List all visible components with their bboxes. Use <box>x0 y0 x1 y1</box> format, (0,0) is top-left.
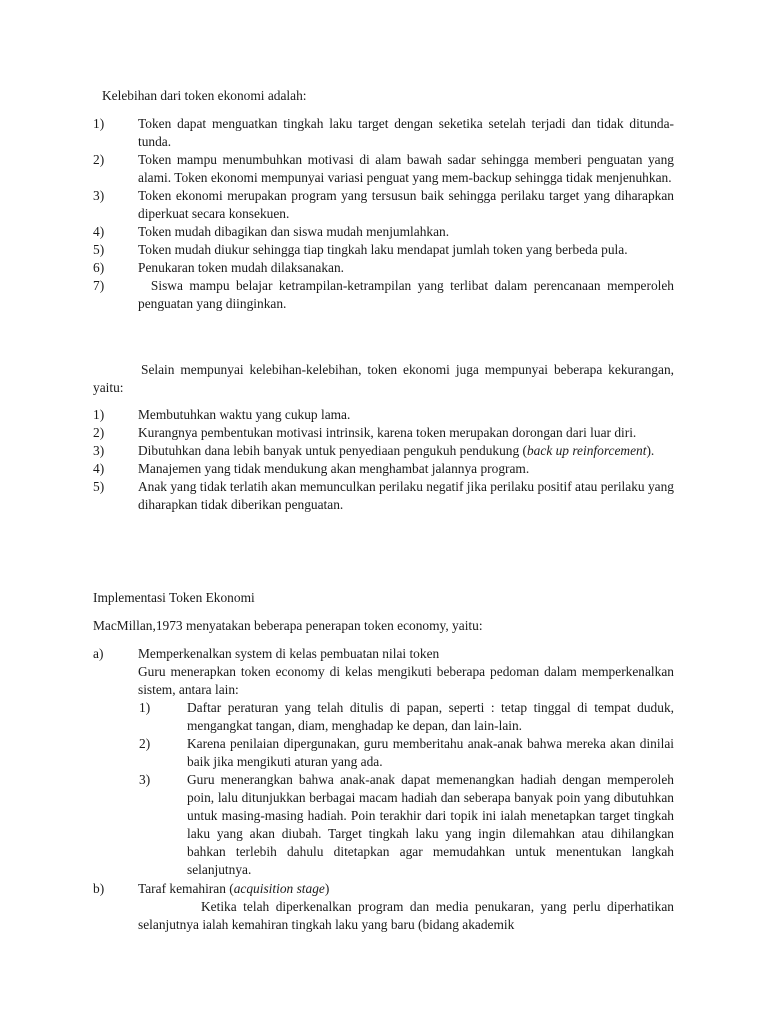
point-b <box>93 880 674 934</box>
list-text <box>138 260 344 275</box>
italic-term: acquisition stage <box>233 881 325 896</box>
text-run: Taraf kemahiran ( <box>138 881 234 896</box>
advantage-item <box>93 223 674 241</box>
list-text <box>187 772 674 877</box>
list-text <box>138 224 449 239</box>
text-run: Siswa mampu belajar ketrampilan-ketrampilan yang terlibat dalam perencanaan memperoleh penguatan yang diinginkan. <box>138 278 674 311</box>
list-number: 3) <box>93 188 105 203</box>
point-b-title <box>138 880 674 898</box>
text-run: ). <box>646 443 655 458</box>
list-text <box>138 152 674 185</box>
list-number: 3) <box>139 772 151 787</box>
text-run: Daftar peraturan yang telah ditulis di papan, seperti : tetap tinggal di tempat duduk, mengangkat tangan, diam, menghadap ke depan, dan lain-lain. <box>187 700 674 733</box>
text-run: Token dapat menguatkan tingkah laku target dengan seketika setelah terjadi dan tidak ditunda-tunda. <box>138 116 674 149</box>
list-number: 7) <box>93 278 105 293</box>
advantages-intro: Kelebihan dari token ekonomi adalah: <box>102 88 307 103</box>
list-number: 4) <box>93 461 105 476</box>
list-text <box>187 700 674 733</box>
disadvantages-intro: Selain mempunyai kelebihan-kelebihan, token ekonomi juga mempunyai beberapa kekurangan, yaitu: <box>93 362 674 395</box>
disadvantages-list <box>93 406 674 514</box>
list-text <box>138 479 674 512</box>
text-run: Karena penilaian dipergunakan, guru memberitahu anak-anak bahwa mereka akan dinilai baik jika mengikuti aturan yang ada. <box>187 736 674 769</box>
list-text <box>138 425 636 440</box>
point-a-label: a) <box>93 646 104 661</box>
list-text <box>138 443 654 458</box>
list-text <box>138 407 350 422</box>
list-number: 2) <box>93 425 105 440</box>
macmillan-statement: MacMillan,1973 menyatakan beberapa penerapan token economy, yaitu: <box>93 618 483 633</box>
list-text <box>138 116 674 149</box>
text-run: ) <box>324 881 330 896</box>
text-run: Kurangnya pembentukan motivasi intrinsik, karena token merupakan dorongan dari luar diri. <box>138 425 637 440</box>
advantage-item <box>93 187 674 223</box>
list-number: 5) <box>93 242 105 257</box>
text-run: Token mudah dibagikan dan siswa mudah menjumlahkan. <box>138 224 450 239</box>
text-run: Guru menerangkan bahwa anak-anak dapat memenangkan hadiah dengan memperoleh poin, lalu ditunjukkan berbagai macam hadiah dan seberapa banyak poin yang dibutuhkan untuk masing-masing hadiah. Poin terakhir dari topik ini ialah menetapkan target tingkah laku yang akan diubah. Target tingkah laku yang ingin dilemahkan atau dihilangkan bahkan terlebih dahulu ditetapkan agar memudahkan untuk menentukan langkah selanjutnya. <box>187 772 674 877</box>
rule-item <box>139 735 674 771</box>
disadvantage-item <box>93 406 674 424</box>
text-run: Penukaran token mudah dilaksanakan. <box>138 260 345 275</box>
rules-list <box>139 699 674 879</box>
advantage-item <box>93 115 674 151</box>
rule-item <box>139 699 674 735</box>
advantage-item <box>93 151 674 187</box>
disadvantage-item <box>93 460 674 478</box>
list-number: 1) <box>93 407 105 422</box>
disadvantage-item <box>93 424 674 442</box>
list-number: 1) <box>93 116 105 131</box>
section-heading: Implementasi Token Ekonomi <box>93 590 255 605</box>
list-text <box>138 278 674 311</box>
rule-item <box>139 771 674 879</box>
text-run: Token mampu menumbuhkan motivasi di alam bawah sadar sehingga memberi penguatan yang alami. Token ekonomi mempunyai variasi penguat yang mem-backup sehingga tidak menjenuhkan. <box>138 152 674 185</box>
text-run: Membutuhkan waktu yang cukup lama. <box>138 407 351 422</box>
list-number: 1) <box>139 700 151 715</box>
list-text <box>138 242 628 257</box>
advantage-item <box>93 259 674 277</box>
list-number: 3) <box>93 443 105 458</box>
text-run: Manajemen yang tidak mendukung akan menghambat jalannya program. <box>138 461 530 476</box>
point-a-body: Guru menerapkan token economy di kelas mengikuti beberapa pedoman dalam memperkenalkan sistem, antara lain: <box>138 664 674 697</box>
point-b-label: b) <box>93 881 105 896</box>
disadvantage-item <box>93 442 674 460</box>
list-text <box>138 188 674 221</box>
list-number: 6) <box>93 260 105 275</box>
list-number: 4) <box>93 224 105 239</box>
list-number: 5) <box>93 479 105 494</box>
point-b-body: Ketika telah diperkenalkan program dan media penukaran, yang perlu diperhatikan selanjutnya ialah kemahiran tingkah laku yang baru (bidang akademik <box>138 899 674 932</box>
advantages-list <box>93 115 674 313</box>
text-run: Token ekonomi merupakan program yang tersusun baik sehingga perilaku target yang diharapkan diperkuat secara konsekuen. <box>138 188 674 221</box>
italic-term: back up reinforcement <box>526 443 647 458</box>
text-run: Anak yang tidak terlatih akan memunculkan perilaku negatif jika perilaku positif atau perilaku yang diharapkan tidak diberikan penguatan. <box>138 479 674 512</box>
text-run: Dibutuhkan dana lebih banyak untuk penyediaan pengukuh pendukung ( <box>138 443 527 458</box>
disadvantage-item <box>93 478 674 514</box>
list-text <box>187 736 674 769</box>
list-text <box>138 461 529 476</box>
text-run: Token mudah diukur sehingga tiap tingkah laku mendapat jumlah token yang berbeda pula. <box>138 242 628 257</box>
list-number: 2) <box>139 736 151 751</box>
point-a-title: Memperkenalkan system di kelas pembuatan nilai token <box>138 646 440 661</box>
list-number: 2) <box>93 152 105 167</box>
point-a <box>93 645 674 699</box>
advantage-item <box>93 277 674 313</box>
advantage-item <box>93 241 674 259</box>
